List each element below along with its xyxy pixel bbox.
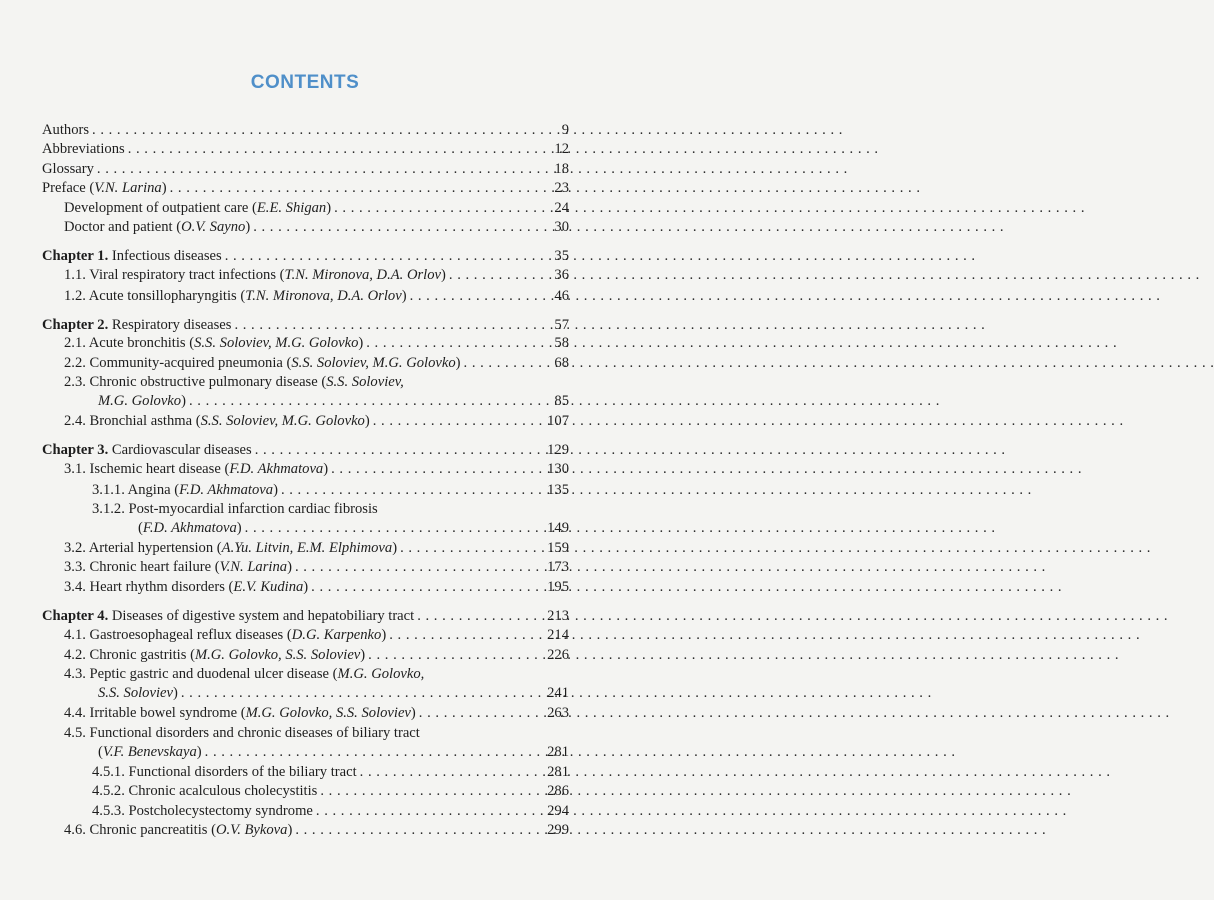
chapter-number: Chapter 4. [42, 608, 109, 624]
dot-leader [464, 354, 552, 372]
entry-text: Development of outpatient care ( [64, 200, 257, 216]
toc-entry-title [64, 334, 363, 352]
entry-text: 3.3. Chronic heart failure ( [64, 559, 220, 575]
chapter-number: Chapter 2. [42, 317, 109, 333]
toc-entry-title [64, 199, 331, 217]
toc-entry-title [42, 160, 94, 178]
entry-author: S.S. Soloviev [98, 685, 173, 701]
entry-author: F.D. Akhmatova [179, 482, 274, 498]
dot-leader [360, 763, 544, 781]
entry-text-end: ) [381, 627, 387, 643]
entry-author: T.N. Mironova, D.A. Orlov [245, 288, 402, 304]
entry-text-end: ) [303, 579, 309, 595]
toc-entry [42, 481, 569, 499]
toc-entry [42, 724, 569, 742]
entry-text: 4.6. Chronic pancreatitis ( [64, 822, 216, 838]
page-number: 12 [554, 141, 569, 157]
entry-text: Abbreviations [42, 141, 125, 157]
toc-entry-title [64, 266, 446, 284]
dot-leader [449, 266, 552, 284]
dot-leader [389, 626, 544, 644]
entry-text-end: ) [441, 267, 446, 283]
toc-entry [42, 199, 569, 217]
entry-author: M.G. Golovko, S.S. Soloviev [245, 705, 411, 721]
toc-entry [42, 704, 569, 722]
entry-text-end: ) [172, 685, 178, 701]
page-number: 85 [554, 393, 569, 409]
entry-text: 1.1. Viral respiratory tract infections ( [64, 267, 285, 283]
entry-text-end: ) [323, 461, 329, 477]
dot-leader [366, 334, 551, 352]
dot-leader [170, 179, 552, 197]
toc-entry-title [92, 763, 357, 781]
toc-entry [42, 334, 569, 352]
toc-entry-title [92, 782, 317, 800]
entry-author: S.S. Soloviev, M.G. Golovko [200, 413, 365, 429]
page-number: 9 [561, 122, 569, 138]
entry-text: 3.1.1. Angina ( [92, 482, 180, 498]
entry-text: Doctor and patient ( [64, 219, 182, 235]
toc-entry-title [42, 316, 231, 334]
entry-text: Respiratory diseases [108, 317, 232, 333]
entry-author: M.G. Golovko [98, 393, 182, 409]
entry-text: 2.3. Chronic obstructive pulmonary disease ( [64, 374, 327, 390]
page-number: 35 [554, 248, 569, 264]
entry-text: Infectious diseases [108, 248, 222, 264]
toc-entry-title [64, 460, 328, 478]
page-number: 24 [554, 200, 569, 216]
chapter-number: Chapter 3. [42, 442, 109, 458]
page-number: 299 [547, 822, 569, 838]
entry-text: Authors [42, 122, 90, 138]
toc-entry [42, 684, 569, 702]
dot-leader [225, 247, 552, 265]
dot-leader [417, 607, 544, 625]
toc-entry [42, 500, 569, 518]
entry-text-end: ) [161, 180, 167, 196]
page-number: 30 [554, 219, 569, 235]
dot-leader [410, 287, 552, 305]
dot-leader [253, 218, 551, 236]
entry-text-end: ) [455, 355, 461, 371]
dot-leader [181, 684, 544, 702]
entry-text-end: ) [358, 335, 364, 351]
page-number: 58 [554, 335, 569, 351]
toc-entry-title [64, 724, 569, 742]
dot-leader [368, 646, 544, 664]
page-number: 68 [554, 355, 569, 371]
entry-author: S.S. Soloviev, M.G. Golovko [194, 335, 359, 351]
entry-text: 4.5.3. Postcholecystectomy syndrome [92, 803, 313, 819]
toc-entry [42, 412, 569, 430]
entry-text: 1.2. Acute tonsillopharyngitis ( [64, 288, 246, 304]
toc-entry [42, 743, 569, 761]
page-number: 57 [554, 317, 569, 333]
entry-text-end: ) [273, 482, 278, 498]
entry-author: V.N. Larina [219, 559, 288, 575]
page-number: 226 [547, 647, 569, 663]
dot-leader [373, 412, 544, 430]
page-number: 130 [547, 461, 569, 477]
entry-text: 4.1. Gastroesophageal reflux diseases ( [64, 627, 292, 643]
entry-text-end: ) [326, 200, 332, 216]
page-number: 135 [547, 482, 569, 498]
entry-text-end: ) [401, 288, 407, 304]
dot-leader [311, 578, 544, 596]
toc-entry [42, 179, 569, 197]
toc-entry-title [42, 441, 252, 459]
chapter-number: Chapter 1. [42, 248, 109, 264]
dot-leader [419, 704, 544, 722]
toc-entry-title [64, 287, 407, 305]
entry-text: 3.4. Heart rhythm disorders ( [64, 579, 234, 595]
entry-author: F.D. Akhmatova [142, 520, 237, 536]
entry-author: M.G. Golovko, [337, 666, 425, 682]
toc-entry-title [64, 218, 250, 236]
page-number: 46 [554, 288, 569, 304]
entry-text-end: ) [287, 559, 292, 575]
entry-text: Preface ( [42, 180, 95, 196]
entry-author: F.D. Akhmatova [229, 461, 324, 477]
entry-text: 2.2. Community-acquired pneumonia ( [64, 355, 292, 371]
toc-entry-title [64, 646, 365, 664]
toc-entry-title [64, 373, 569, 391]
entry-text: 2.1. Acute bronchitis ( [64, 335, 195, 351]
toc-entry-title [64, 578, 308, 596]
entry-author: D.G. Karpenko [291, 627, 382, 643]
toc-entry-title [42, 140, 125, 158]
toc-entry-title [42, 247, 222, 265]
entry-text: 3.1. Ischemic heart disease ( [64, 461, 230, 477]
dot-leader [316, 802, 544, 820]
page-number: 18 [554, 161, 569, 177]
entry-text: 4.5. Functional disorders and chronic diseases of biliary tract [64, 725, 420, 741]
entry-text-end: ) [360, 647, 366, 663]
toc-entry-title [92, 500, 569, 518]
entry-text: 3.2. Arterial hypertension ( [64, 540, 222, 556]
dot-leader [234, 316, 551, 334]
dot-leader [205, 743, 544, 761]
entry-author: V.F. Benevskaya [102, 744, 197, 760]
page-number: 241 [547, 685, 569, 701]
toc-entry-title [138, 519, 242, 537]
entry-text-end: ) [287, 822, 293, 838]
page-number: 263 [547, 705, 569, 721]
toc-entry [42, 266, 569, 284]
toc-entry [42, 626, 569, 644]
toc-entry [42, 558, 569, 576]
toc-entry-title [64, 558, 292, 576]
dot-leader [334, 199, 551, 217]
entry-text: 4.2. Chronic gastritis ( [64, 647, 195, 663]
toc-entry-title [98, 743, 202, 761]
toc-entry [42, 354, 569, 372]
entry-text: Cardiovascular diseases [108, 442, 252, 458]
toc-entry [42, 665, 569, 683]
page-title: CONTENTS [250, 72, 360, 93]
entry-text-end: ) [245, 219, 251, 235]
entry-text: ( [138, 520, 143, 536]
page-number: 159 [547, 540, 569, 556]
entry-text: Glossary [42, 161, 94, 177]
entry-author: A.Yu. Litvin, E.M. Elphimova [221, 540, 393, 556]
entry-text: 4.4. Irritable bowel syndrome ( [64, 705, 246, 721]
entry-author: M.G. Golovko, S.S. Soloviev [194, 647, 361, 663]
page-number: 149 [547, 520, 569, 536]
toc-entry-title [64, 354, 461, 372]
toc-entry [42, 802, 569, 820]
toc-chapter-entry [42, 441, 569, 459]
page-number: 294 [547, 803, 569, 819]
toc-entry [42, 646, 569, 664]
toc-entry-title [42, 179, 167, 197]
toc-entry [42, 821, 569, 839]
toc-entry-title [92, 481, 278, 499]
toc-entry [42, 121, 569, 139]
toc-entry [42, 782, 569, 800]
dot-leader [189, 392, 551, 410]
toc-entry-title [64, 539, 397, 557]
dot-leader [92, 121, 559, 139]
toc-chapter-entry [42, 247, 569, 265]
toc-entry-title [64, 665, 569, 683]
entry-text: 4.5.1. Functional disorders of the biliary tract [92, 764, 357, 780]
entry-author: S.S. Soloviev, [326, 374, 404, 390]
dot-leader [255, 441, 544, 459]
toc-entry [42, 140, 569, 158]
entry-text-end: ) [410, 705, 416, 721]
page-number: 281 [547, 744, 569, 760]
toc-entry-title [42, 121, 89, 139]
page-number: 36 [554, 267, 569, 283]
entry-author: O.V. Bykova [215, 822, 288, 838]
page-number: 214 [547, 627, 569, 643]
toc-entry [42, 160, 569, 178]
page-number: 129 [547, 442, 569, 458]
entry-text: 2.4. Bronchial asthma ( [64, 413, 201, 429]
toc-entry [42, 287, 569, 305]
entry-author: E.E. Shigan [256, 200, 327, 216]
toc-entry-title [64, 704, 416, 722]
toc-entry [42, 578, 569, 596]
dot-leader [295, 821, 544, 839]
toc-entry-title [98, 684, 178, 702]
entry-text-end: ) [364, 413, 370, 429]
entry-text: 4.3. Peptic gastric and duodenal ulcer disease ( [64, 666, 338, 682]
dot-leader [128, 140, 552, 158]
entry-author: T.N. Mironova, D.A. Orlov [284, 267, 442, 283]
toc-entry-title [64, 412, 370, 430]
toc-entry [42, 218, 569, 236]
page-number: 195 [547, 579, 569, 595]
toc-entry [42, 392, 569, 410]
dot-leader [400, 539, 544, 557]
toc-chapter-entry [42, 316, 569, 334]
entry-text-end: ) [196, 744, 202, 760]
entry-text-end: ) [236, 520, 242, 536]
toc-entry [42, 373, 569, 391]
page-number: 286 [547, 783, 569, 799]
dot-leader [295, 558, 544, 576]
toc-entry-title [42, 607, 414, 625]
entry-text: 3.1.2. Post-myocardial infarction cardiac fibrosis [92, 501, 378, 517]
page-number: 281 [547, 764, 569, 780]
toc-entry [42, 763, 569, 781]
dot-leader [245, 519, 544, 537]
toc-entry-title [64, 821, 292, 839]
entry-text: ( [98, 744, 103, 760]
toc-entry-title [92, 802, 313, 820]
toc-entry-title [64, 626, 386, 644]
toc-chapter-entry [42, 607, 569, 625]
dot-leader [97, 160, 552, 178]
entry-text-end: ) [392, 540, 398, 556]
toc-entry [42, 519, 569, 537]
page-number: 23 [554, 180, 569, 196]
entry-author: O.V. Sayno [181, 219, 246, 235]
entry-author: V.N. Larina [94, 180, 162, 196]
toc-entry-title [98, 392, 186, 410]
entry-author: S.S. Soloviev, M.G. Golovko [291, 355, 456, 371]
dot-leader [331, 460, 544, 478]
dot-leader [281, 481, 544, 499]
entry-text: Diseases of digestive system and hepatobiliary tract [108, 608, 415, 624]
toc-entry [42, 539, 569, 557]
entry-author: E.V. Kudina [233, 579, 304, 595]
page-number: 107 [547, 413, 569, 429]
entry-text: 4.5.2. Chronic acalculous cholecystitis [92, 783, 318, 799]
dot-leader [320, 782, 544, 800]
toc-entry [42, 460, 569, 478]
page-number: 173 [547, 559, 569, 575]
entry-text-end: ) [181, 393, 186, 409]
page-number: 213 [547, 608, 569, 624]
